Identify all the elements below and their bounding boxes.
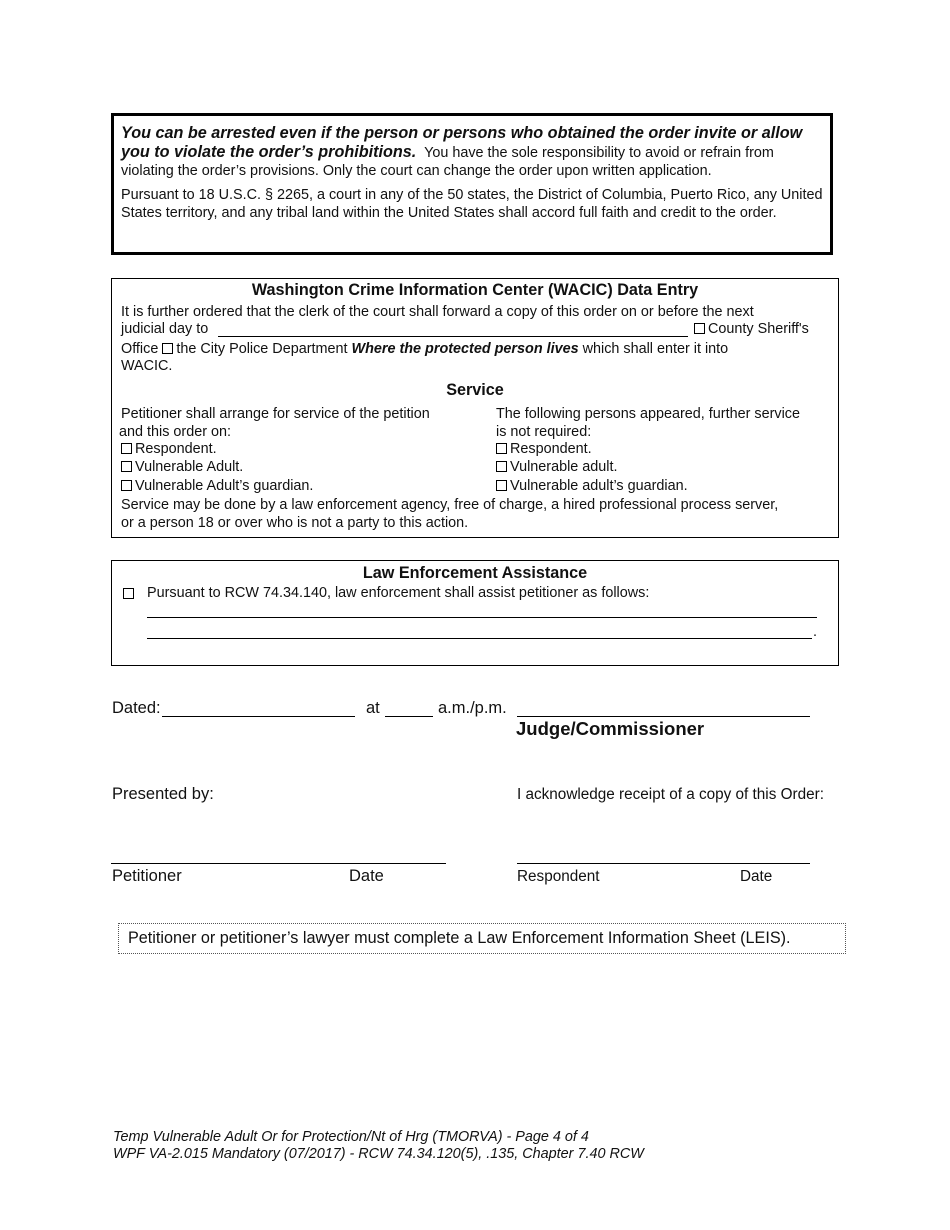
- at-label: at: [366, 699, 380, 717]
- service-right-item-label: Vulnerable adult.: [510, 459, 618, 475]
- service-right-intro-2: is not required:: [496, 424, 592, 440]
- wacic-line2-lead: judicial day to: [121, 321, 209, 337]
- service-right-item-label: Vulnerable adult’s guardian.: [510, 478, 688, 494]
- service-left-item-label: Vulnerable Adult.: [135, 459, 244, 475]
- checkbox[interactable]: [496, 461, 507, 472]
- checkbox[interactable]: [121, 480, 132, 491]
- footer: [113, 1129, 644, 1162]
- law-blank-line-2[interactable]: [147, 638, 812, 639]
- respondent-label: Respondent: [517, 868, 600, 885]
- service-right-item[interactable]: [496, 441, 592, 459]
- checkbox[interactable]: [121, 461, 132, 472]
- service-left-item[interactable]: [121, 441, 217, 459]
- service-left-item[interactable]: [121, 478, 313, 496]
- petitioner-signature-line[interactable]: [111, 863, 446, 864]
- service-right-intro-1: The following persons appeared, further service: [496, 406, 800, 422]
- footer-line2: WPF VA-2.015 Mandatory (07/2017) - RCW 74.34.120(5), .135, Chapter 7.40 RCW: [113, 1145, 644, 1162]
- judge-label: Judge/Commissioner: [516, 718, 705, 739]
- warning-rest: You have the sole responsibility to avoid or refrain from violating the order’s provisions. Only the court can change the order upon written application.: [121, 145, 774, 179]
- petitioner-label: Petitioner: [112, 867, 182, 885]
- police-label: the City Police Department: [176, 341, 348, 357]
- wacic-end: WACIC.: [121, 358, 173, 374]
- service-left-intro-2: and this order on:: [119, 424, 231, 440]
- which-enter-label: which shall enter it into: [582, 341, 729, 357]
- leis-notice: Petitioner or petitioner’s lawyer must complete a Law Enforcement Information Sheet (LEIS).: [118, 923, 846, 954]
- wacic-line3: [121, 341, 728, 359]
- wacic-line1: It is further ordered that the clerk of the court shall forward a copy of this order on or before the next: [121, 304, 754, 320]
- ampm-label: a.m./p.m.: [438, 699, 507, 717]
- law-heading: Law Enforcement Assistance: [362, 564, 588, 582]
- dated-label: Dated:: [112, 699, 161, 717]
- respondent-date-label: Date: [740, 868, 773, 885]
- service-note-1: Service may be done by a law enforcement agency, free of charge, a hired professional process server,: [121, 497, 779, 513]
- service-left-intro-1: Petitioner shall arrange for service of the petition: [121, 406, 430, 422]
- dated-blank[interactable]: [162, 716, 355, 717]
- presented-by-label: Presented by:: [112, 785, 214, 803]
- law-blank-line-1[interactable]: [147, 617, 817, 618]
- footer-line1: Temp Vulnerable Adult Or for Protection/Nt of Hrg (TMORVA) - Page 4 of 4: [113, 1129, 589, 1145]
- office-label: Office: [121, 341, 159, 357]
- wacic-service-box: [111, 278, 839, 538]
- service-left-item[interactable]: [121, 459, 243, 477]
- sheriff-option[interactable]: [694, 321, 809, 339]
- wacic-heading: Washington Crime Information Center (WACIC) Data Entry: [251, 281, 699, 299]
- service-note-2: or a person 18 or over who is not a party to this action.: [121, 515, 469, 531]
- checkbox[interactable]: [121, 443, 132, 454]
- sheriff-label: County Sheriff's: [708, 321, 809, 337]
- checkbox[interactable]: [496, 480, 507, 491]
- police-checkbox[interactable]: [162, 343, 173, 354]
- service-left-item-label: Vulnerable Adult’s guardian.: [135, 478, 314, 494]
- full-faith-paragraph: Pursuant to 18 U.S.C. § 2265, a court in any of the 50 states, the District of Columbia, Puerto Rico, any United States territory, and any tribal land within the United States shall accord full faith and credit to the order.: [121, 187, 823, 221]
- judicial-day-blank[interactable]: [218, 336, 688, 337]
- warning-bold-lead: You can be arrested even if the person or persons who obtained the order invite or allow you to violate the order’s prohibitions.: [121, 124, 803, 161]
- judge-signature-line[interactable]: [517, 716, 810, 717]
- sheriff-checkbox[interactable]: [694, 323, 705, 334]
- checkbox[interactable]: [496, 443, 507, 454]
- service-right-item[interactable]: [496, 478, 688, 496]
- time-blank[interactable]: [385, 716, 433, 717]
- service-heading: Service: [446, 381, 504, 399]
- service-left-item-label: Respondent.: [135, 441, 217, 457]
- service-right-item[interactable]: [496, 459, 617, 477]
- law-assist-checkbox[interactable]: [123, 588, 134, 599]
- respondent-signature-line[interactable]: [517, 863, 810, 864]
- acknowledge-label: I acknowledge receipt of a copy of this Order:: [517, 786, 824, 803]
- law-enforcement-box: [111, 560, 839, 666]
- service-right-item-label: Respondent.: [510, 441, 592, 457]
- petitioner-date-label: Date: [349, 867, 384, 885]
- warning-paragraph: [121, 124, 824, 180]
- law-text: Pursuant to RCW 74.34.140, law enforcement shall assist petitioner as follows:: [147, 585, 650, 601]
- law-period: .: [813, 624, 817, 640]
- where-protected-lives: Where the protected person lives: [351, 341, 579, 357]
- warning-box: [111, 113, 833, 255]
